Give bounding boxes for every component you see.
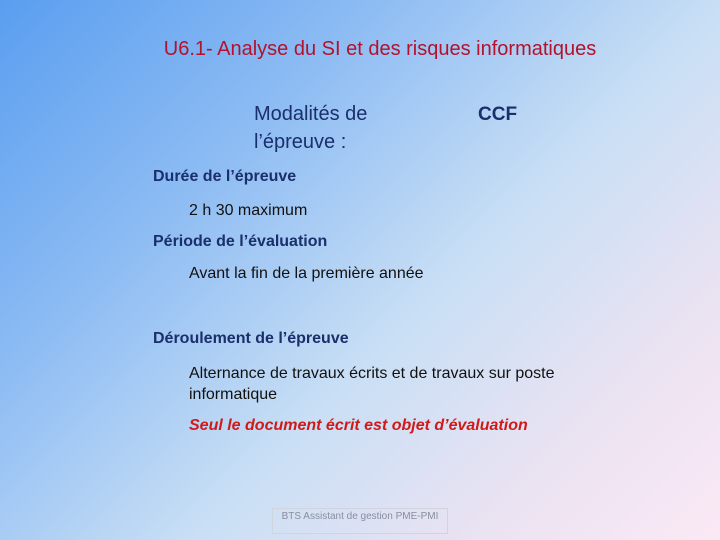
footer-text: BTS Assistant de gestion PME-PMI — [281, 511, 439, 522]
deroulement-heading: Déroulement de l’épreuve — [153, 330, 349, 347]
footer-box — [272, 508, 448, 534]
duree-text: 2 h 30 maximum — [189, 202, 308, 219]
duree-heading: Durée de l’épreuve — [153, 168, 297, 185]
periode-text: Avant la fin de la première année — [189, 265, 424, 282]
modalites-label: Modalités de l’épreuve : — [254, 103, 368, 153]
ccf-value: CCF — [478, 104, 518, 125]
deroulement-text: Alternance de travaux écrits et de travaux sur poste informatique — [189, 365, 555, 403]
evaluation-emphasis: Seul le document écrit est objet d’évaluation — [189, 417, 528, 434]
slide-title: U6.1- Analyse du SI et des risques informatiques — [163, 38, 597, 60]
periode-heading: Période de l’évaluation — [153, 233, 328, 250]
